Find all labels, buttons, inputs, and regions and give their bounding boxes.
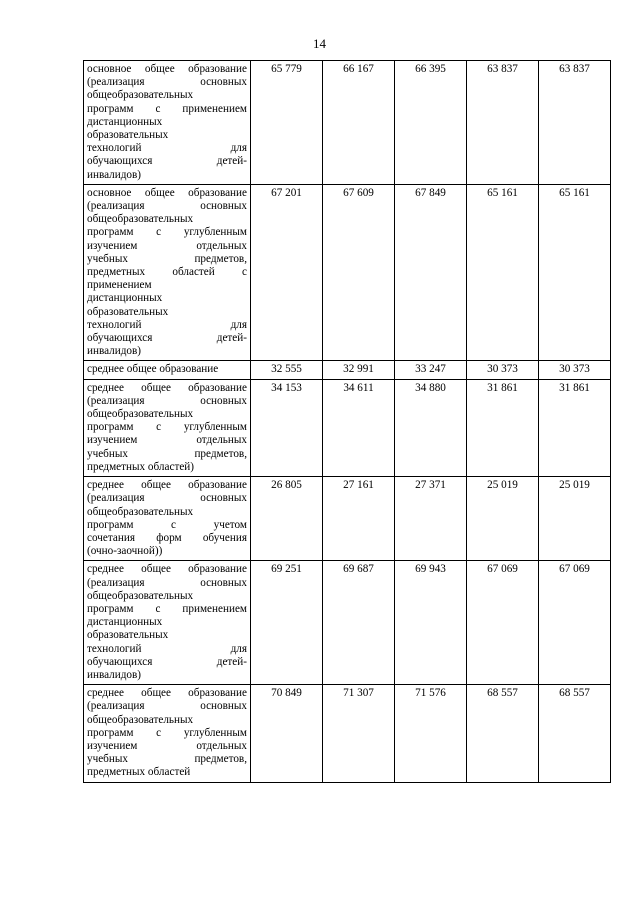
value-cell: 32 555: [251, 361, 323, 379]
description-line: общеобразовательных: [87, 505, 194, 518]
value-cell: 33 247: [395, 361, 467, 379]
value-cell: 65 779: [251, 61, 323, 185]
description-line: среднее общее образование: [87, 687, 247, 700]
table-row: [84, 184, 611, 361]
description-line: среднее общее образование: [87, 381, 247, 394]
description-line: технологий для: [87, 642, 247, 655]
value-cell: 31 861: [539, 379, 611, 476]
description-line: (реализация основных: [87, 76, 247, 89]
description-line: среднее общее образование: [87, 563, 247, 576]
value-cell: 69 687: [323, 561, 395, 685]
description-line: общеобразовательных: [87, 89, 194, 102]
row-description: [84, 685, 251, 782]
value-cell: 67 069: [467, 561, 539, 685]
description-line: общеобразовательных: [87, 589, 194, 602]
description-line: инвалидов): [87, 345, 142, 358]
table-row: [84, 561, 611, 685]
value-cell: 30 373: [467, 361, 539, 379]
description-line: общеобразовательных: [87, 713, 194, 726]
description-line: программ с применением: [87, 102, 247, 115]
description-line: обучающихся детей-: [87, 155, 247, 168]
value-cell: 68 557: [539, 685, 611, 782]
value-cell: 71 576: [395, 685, 467, 782]
description-line: сочетания форм обучения: [87, 531, 247, 544]
value-cell: 25 019: [467, 477, 539, 561]
value-cell: 65 161: [467, 184, 539, 361]
description-line: образовательных: [87, 629, 169, 642]
value-cell: 66 167: [323, 61, 395, 185]
description-line: (реализация основных: [87, 394, 247, 407]
value-cell: 30 373: [539, 361, 611, 379]
value-cell: 67 849: [395, 184, 467, 361]
table-row: [84, 61, 611, 185]
value-cell: 63 837: [467, 61, 539, 185]
row-description: [84, 477, 251, 561]
value-cell: 67 201: [251, 184, 323, 361]
description-line: дистанционных: [87, 616, 163, 629]
description-line: (реализация основных: [87, 576, 247, 589]
description-line: общеобразовательных: [87, 213, 194, 226]
description-line: учебных предметов,: [87, 252, 247, 265]
description-line: основное общее образование: [87, 186, 247, 199]
description-line: (реализация основных: [87, 700, 247, 713]
description-line: применением: [87, 279, 152, 292]
description-line: изучением отдельных: [87, 239, 247, 252]
value-cell: 31 861: [467, 379, 539, 476]
table-row: [84, 685, 611, 782]
description-line: инвалидов): [87, 668, 142, 681]
description-line: технологий для: [87, 142, 247, 155]
description-line: (очно-заочной)): [87, 545, 163, 558]
value-cell: 34 611: [323, 379, 395, 476]
row-description: [84, 61, 251, 185]
description-line: инвалидов): [87, 168, 142, 181]
page-number: 14: [313, 36, 326, 51]
value-cell: 34 880: [395, 379, 467, 476]
value-cell: 63 837: [539, 61, 611, 185]
value-cell: 27 161: [323, 477, 395, 561]
description-line: изучением отдельных: [87, 434, 247, 447]
value-cell: 34 153: [251, 379, 323, 476]
description-line: дистанционных: [87, 115, 163, 128]
value-cell: 68 557: [467, 685, 539, 782]
value-cell: 32 991: [323, 361, 395, 379]
description-line: предметных областей: [87, 766, 191, 779]
description-line: дистанционных: [87, 292, 163, 305]
description-line: программ с учетом: [87, 518, 247, 531]
row-description: [84, 361, 251, 379]
value-cell: 27 371: [395, 477, 467, 561]
description-line: общеобразовательных: [87, 408, 194, 421]
table-row: [84, 477, 611, 561]
description-line: среднее общее образование: [87, 363, 219, 376]
description-line: программ с углубленным: [87, 726, 247, 739]
description-line: образовательных: [87, 129, 169, 142]
cost-table: [83, 60, 611, 783]
description-line: (реализация основных: [87, 492, 247, 505]
description-line: предметных областей): [87, 460, 195, 473]
description-line: программ с углубленным: [87, 226, 247, 239]
value-cell: 69 943: [395, 561, 467, 685]
value-cell: 67 069: [539, 561, 611, 685]
row-description: [84, 379, 251, 476]
row-description: [84, 561, 251, 685]
value-cell: 69 251: [251, 561, 323, 685]
description-line: программ с применением: [87, 602, 247, 615]
value-cell: 65 161: [539, 184, 611, 361]
description-line: предметных областей с: [87, 266, 247, 279]
description-line: учебных предметов,: [87, 753, 247, 766]
table-row: [84, 361, 611, 379]
description-line: программ с углубленным: [87, 421, 247, 434]
value-cell: 67 609: [323, 184, 395, 361]
value-cell: 66 395: [395, 61, 467, 185]
description-line: изучением отдельных: [87, 739, 247, 752]
value-cell: 26 805: [251, 477, 323, 561]
row-description: [84, 184, 251, 361]
description-line: технологий для: [87, 318, 247, 331]
description-line: основное общее образование: [87, 63, 247, 75]
value-cell: 70 849: [251, 685, 323, 782]
value-cell: 71 307: [323, 685, 395, 782]
value-cell: 25 019: [539, 477, 611, 561]
description-line: учебных предметов,: [87, 447, 247, 460]
description-line: (реализация основных: [87, 200, 247, 213]
description-line: среднее общее образование: [87, 479, 247, 492]
description-line: образовательных: [87, 305, 169, 318]
description-line: обучающихся детей-: [87, 332, 247, 345]
description-line: обучающихся детей-: [87, 655, 247, 668]
table-row: [84, 379, 611, 476]
